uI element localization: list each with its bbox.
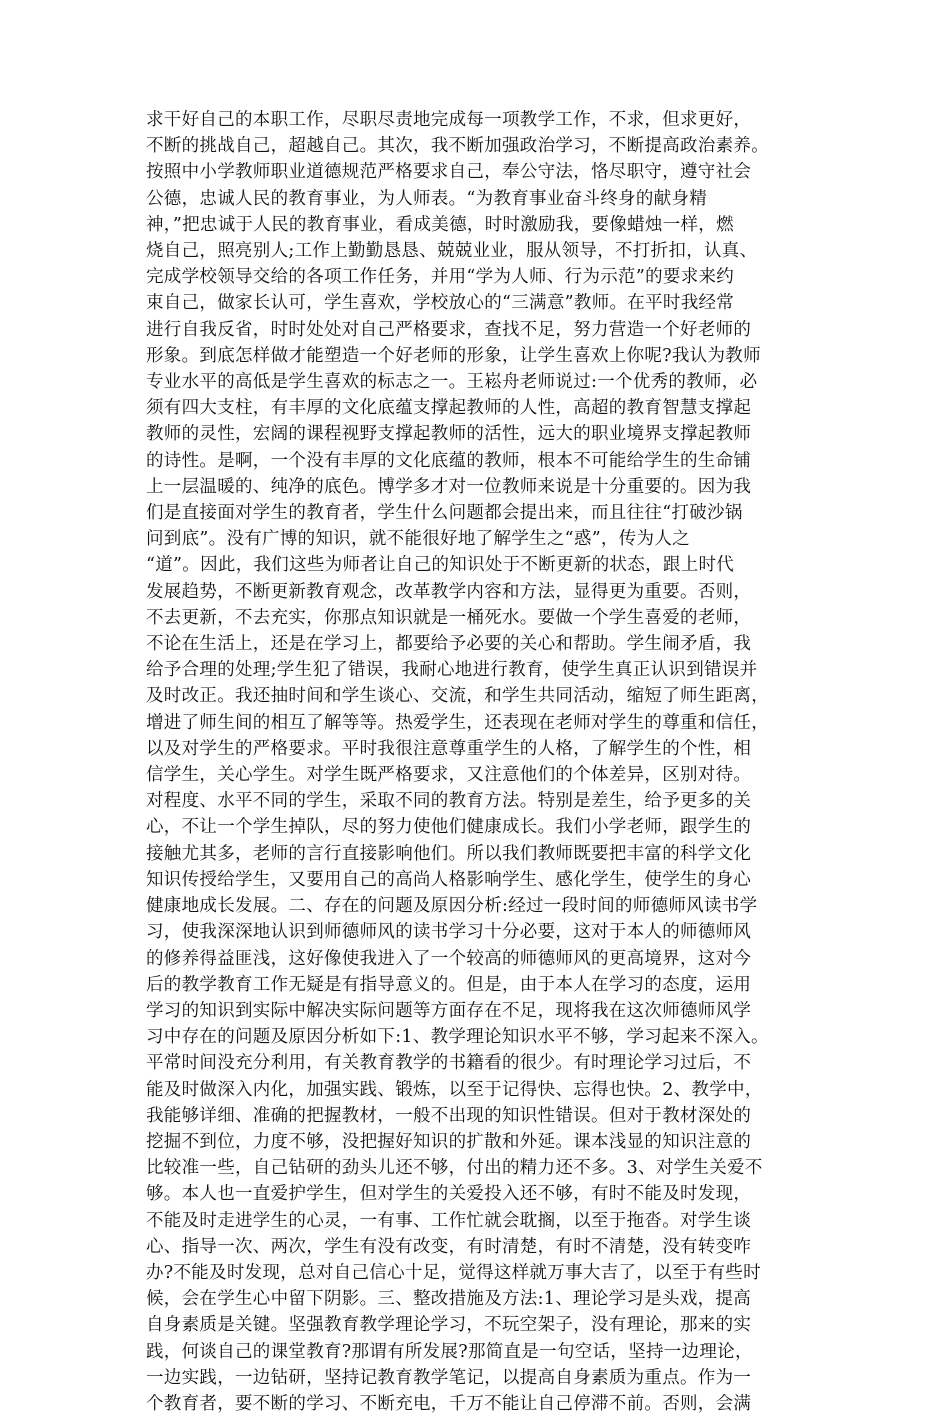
text-line: 对程度、水平不同的学生，采取不同的教育方法。特别是差生，给予更多的关 xyxy=(146,791,752,812)
text-line: 公德，忠诚人民的教育事业，为人师表。“为教育事业奋斗终身的献身精 xyxy=(146,188,708,209)
text-line: 问到底”。没有广博的知识，就不能很好地了解学生之“惑”，传为人之 xyxy=(146,529,690,550)
text-line: 给予合理的处理;学生犯了错误，我耐心地进行教育，使学生真正认识到错误并 xyxy=(146,660,758,681)
text-line: 能及时做深入内化，加强实践、锻炼，以至于记得快、忘得也快。2、教学中， xyxy=(146,1079,763,1100)
text-line: 上一层温暖的、纯净的底色。博学多才对一位教师来说是十分重要的。因为我 xyxy=(146,476,752,497)
text-line: 以及对学生的严格要求。平时我很注意尊重学生的人格，了解学生的个性，相 xyxy=(146,738,752,759)
text-line: 烧自己，照亮别人;工作上勤勤恳恳、兢兢业业，服从领导，不打折扣，认真、 xyxy=(146,241,758,262)
text-line: 办?不能及时发现，总对自己信心十足，觉得这样就万事大吉了，以至于有些时 xyxy=(146,1262,761,1283)
text-line: 不能及时走进学生的心灵，一有事、工作忙就会耽搁，以至于拖沓。对学生谈 xyxy=(146,1210,752,1231)
text-line: 不断的挑战自己，超越自己。其次，我不断加强政治学习，不断提高政治素养。 xyxy=(146,136,769,157)
text-line: 学习的知识到实际中解决实际问题等方面存在不足，现将我在这次师德师风学 xyxy=(146,1000,752,1021)
text-line: 须有四大支柱，有丰厚的文化底蕴支撑起教师的人性，高超的教育智慧支撑起 xyxy=(146,398,752,419)
text-line: 挖掘不到位，力度不够，没把握好知识的扩散和外延。课本浅显的知识注意的 xyxy=(146,1131,752,1152)
text-line: 够。本人也一直爱护学生，但对学生的关爱投入还不够，有时不能及时发现， xyxy=(146,1184,752,1205)
text-line: 形象。到底怎样做才能塑造一个好老师的形象，让学生喜欢上你呢?我认为教师 xyxy=(146,345,761,366)
body-text xyxy=(146,107,806,1417)
text-line: 后的教学教育工作无疑是有指导意义的。但是，由于本人在学习的态度，运用 xyxy=(146,974,752,995)
text-line: 习中存在的问题及原因分析如下:1、教学理论知识水平不够，学习起来不深入。 xyxy=(146,1027,769,1048)
text-line: 习，使我深深地认识到师德师风的读书学习十分必要，这对于本人的师德师风 xyxy=(146,922,752,943)
text-line: 们是直接面对学生的教育者，学生什么问题都会提出来，而且往往“打破沙锅 xyxy=(146,503,743,524)
text-line: 我能够详细、准确的把握教材，一般不出现的知识性错误。但对于教材深处的 xyxy=(146,1105,752,1126)
text-line: 发展趋势，不断更新教育观念，改革教学内容和方法，显得更为重要。否则， xyxy=(146,581,752,602)
text-line: 践，何谈自己的课堂教育?那谓有所发展?那简直是一句空话，坚持一边理论， xyxy=(146,1341,753,1362)
text-line: 知识传授给学生，又要用自己的高尚人格影响学生、感化学生，使学生的身心 xyxy=(146,869,752,890)
text-line: 个教育者，要不断的学习、不断充电，千万不能让自己停滞不前。否则，会满 xyxy=(146,1393,752,1414)
text-line: 进行自我反省，时时处处对自己严格要求，查找不足，努力营造一个好老师的 xyxy=(146,319,752,340)
text-line: 不去更新，不去充实，你那点知识就是一桶死水。要做一个学生喜爱的老师， xyxy=(146,607,752,628)
text-line: 完成学校领导交给的各项工作任务，并用“学为人师、行为示范”的要求来约 xyxy=(146,267,735,288)
text-line: 心、指导一次、两次，学生有没有改变，有时清楚，有时不清楚，没有转变咋 xyxy=(146,1236,752,1257)
text-line: 不论在生活上，还是在学习上，都要给予必要的关心和帮助。学生闹矛盾，我 xyxy=(146,634,752,655)
text-line: 心，不让一个学生掉队，尽的努力使他们健康成长。我们小学老师，跟学生的 xyxy=(146,817,752,838)
text-line: 的诗性。是啊，一个没有丰厚的文化底蕴的教师，根本不可能给学生的生命铺 xyxy=(146,450,752,471)
text-line: 一边实践，一边钻研，坚持记教育教学笔记，以提高自身素质为重点。作为一 xyxy=(146,1367,752,1388)
text-line: 平常时间没充分利用，有关教育教学的书籍看的很少。有时理论学习过后，不 xyxy=(146,1053,752,1074)
text-line: 比较准一些，自己钻研的劲头儿还不够，付出的精力还不多。3、对学生关爱不 xyxy=(146,1158,763,1179)
text-line: 自身素质是关键。坚强教育教学理论学习，不玩空架子，没有理论，那来的实 xyxy=(146,1315,752,1336)
text-line: “道”。因此，我们这些为师者让自己的知识处于不断更新的状态，跟上时代 xyxy=(146,555,735,576)
text-line: 健康地成长发展。二、存在的问题及原因分析:经过一段时间的师德师风读书学 xyxy=(146,896,758,917)
text-line: 教师的灵性，宏阔的课程视野支撑起教师的活性，远大的职业境界支撑起教师 xyxy=(146,424,752,445)
text-line: 束自己，做家长认可，学生喜欢，学校放心的“三满意”教师。在平时我经常 xyxy=(146,293,735,314)
text-line: 增进了师生间的相互了解等等。热爱学生，还表现在老师对学生的尊重和信任， xyxy=(146,712,769,733)
text-line: 神，”把忠诚于人民的教育事业，看成美德，时时激励我，要像蜡烛一样，燃 xyxy=(146,214,734,235)
text-line: 候，会在学生心中留下阴影。三、整改措施及方法:1、理论学习是头戏，提高 xyxy=(146,1289,752,1310)
text-line: 接触尤其多，老师的言行直接影响他们。所以我们教师既要把丰富的科学文化 xyxy=(146,843,752,864)
text-line: 专业水平的高低是学生喜欢的标志之一。王崧舟老师说过:一个优秀的教师，必 xyxy=(146,372,758,393)
text-line: 求干好自己的本职工作，尽职尽责地完成每一项教学工作，不求，但求更好， xyxy=(146,110,752,130)
text-line: 按照中小学教师职业道德规范严格要求自己，奉公守法，恪尽职守，遵守社会 xyxy=(146,162,752,183)
text-line: 及时改正。我还抽时间和学生谈心、交流，和学生共同活动，缩短了师生距离， xyxy=(146,686,769,707)
text-line: 信学生，关心学生。对学生既严格要求，又注意他们的个体差异，区别对待。 xyxy=(146,765,752,786)
text-line: 的修养得益匪浅，这好像使我进入了一个较高的师德师风的更高境界，这对今 xyxy=(146,948,752,969)
